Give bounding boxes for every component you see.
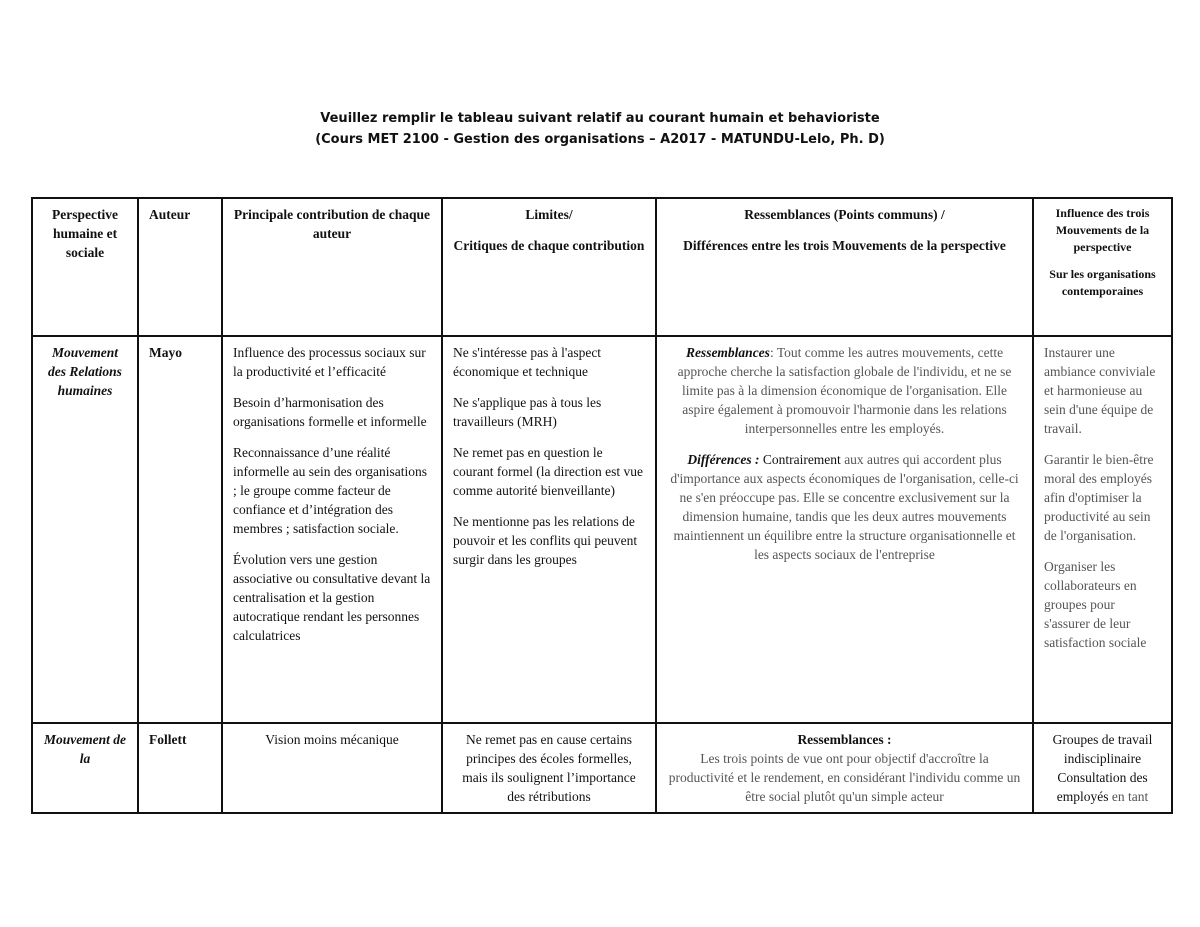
header-perspective: Perspective humaine et sociale <box>32 198 138 336</box>
cell-influence <box>1033 723 1172 813</box>
ressemblances-text: : Tout comme les autres mouvements, cette approche cherche la satisfaction globale de l'individu, et ne se limite pas à la dimension économique de l'organisation. Elle aspire également à promouvoir l'harmonie dans les relations interpersonnelles entre les employés. <box>677 345 1012 436</box>
cell-contribution: Vision moins mécanique <box>222 723 442 813</box>
contribution-item: Influence des processus sociaux sur la productivité et l’efficacité <box>233 345 426 379</box>
document-title: Veuillez remplir le tableau suivant relatif au courant humain et behavioriste <box>320 111 880 126</box>
ressemblances-label: Ressemblances : <box>797 732 892 747</box>
header-limites <box>442 198 656 336</box>
cell-ressemblances <box>656 723 1033 813</box>
cell-limites: Ne remet pas en cause certains principes des écoles formelles, mais ils soulignent l’importance des rétributions <box>442 723 656 813</box>
contribution-item: Besoin d’harmonisation des organisations formelle et informelle <box>233 395 427 429</box>
header-limites-line2: Critiques de chaque contribution <box>453 238 645 253</box>
ressemblances-label: Ressemblances <box>685 345 770 360</box>
header-ressemblances <box>656 198 1033 336</box>
limite-item: Ne mentionne pas les relations de pouvoir et les conflits qui peuvent surgir dans les groupes <box>453 514 638 567</box>
header-ressemblances-line1: Ressemblances (Points communs) / <box>744 207 945 222</box>
limite-item: Ne s'intéresse pas à l'aspect économique et technique <box>453 345 602 379</box>
differences-text-a: Contrairement <box>759 452 845 467</box>
header-auteur: Auteur <box>138 198 222 336</box>
ressemblances-text: Les trois points de vue ont pour objectif d'accroître la productivité et le rendement, en considérant l'individu comme un être social plutôt qu'un simple acteur <box>668 751 1021 804</box>
cell-auteur: Mayo <box>138 336 222 723</box>
contribution-item: Évolution vers une gestion associative ou consultative devant la centralisation et la gestion autocratique rendant les personnes calculatrices <box>233 552 431 643</box>
header-ressemblances-line2: Différences entre les trois Mouvements de la perspective <box>683 238 1006 253</box>
cell-contribution <box>222 336 442 723</box>
header-contribution: Principale contribution de chaque auteur <box>222 198 442 336</box>
contribution-item: Reconnaissance d’une réalité informelle au sein des organisations ; le groupe comme facteur de confiance et d’intégration des membres ; satisfaction sociale. <box>233 445 427 536</box>
cell-perspective: Mouvement de la <box>32 723 138 813</box>
comparison-table <box>31 197 1173 814</box>
differences-text-b: aux autres qui accordent plus d'importance aux aspects économiques de l'organisation, celle-ci ne s'en préoccupe pas. Elle se concentre exclusivement sur la dimension humaine, tandis que les deux autres mouvements maintiennent un équilibre entre la structure organisationnelle et les aspects sociaux de l'entreprise <box>670 452 1019 562</box>
document-subtitle: (Cours MET 2100 - Gestion des organisations – A2017 - MATUNDU-Lelo, Ph. D) <box>315 132 885 147</box>
header-influence <box>1033 198 1172 336</box>
cell-limites <box>442 336 656 723</box>
table-row <box>32 723 1172 813</box>
influence-item: Organiser les collaborateurs en groupes pour s'assurer de leur satisfaction sociale <box>1044 559 1147 650</box>
ressemblances-paragraph <box>667 343 1022 438</box>
header-influence-line1: Influence des trois Mouvements de la perspective <box>1055 206 1150 254</box>
differences-paragraph <box>667 450 1022 564</box>
cell-influence <box>1033 336 1172 723</box>
cell-ressemblances <box>656 336 1033 723</box>
table-header-row <box>32 198 1172 336</box>
influence-item: Garantir le bien-être moral des employés afin d'optimiser la productivité au sein de l'organisation. <box>1044 452 1154 543</box>
influence-text-a: Groupes de travail indisciplinaire Consultation des employés <box>1052 732 1153 804</box>
differences-label: Différences : <box>687 452 760 467</box>
limite-item: Ne s'applique pas à tous les travailleurs (MRH) <box>453 395 602 429</box>
cell-perspective: Mouvement des Relations humaines <box>32 336 138 723</box>
limite-item: Ne remet pas en question le courant formel (la direction est vue comme autorité bienveillante) <box>453 445 644 498</box>
cell-auteur: Follett <box>138 723 222 813</box>
header-influence-line2: Sur les organisations contemporaines <box>1049 267 1156 298</box>
table-row <box>32 336 1172 723</box>
influence-item: Instaurer une ambiance conviviale et harmonieuse au sein d'une équipe de travail. <box>1044 345 1156 436</box>
header-limites-line1: Limites/ <box>525 207 573 222</box>
influence-text-b: en tant <box>1111 789 1149 804</box>
